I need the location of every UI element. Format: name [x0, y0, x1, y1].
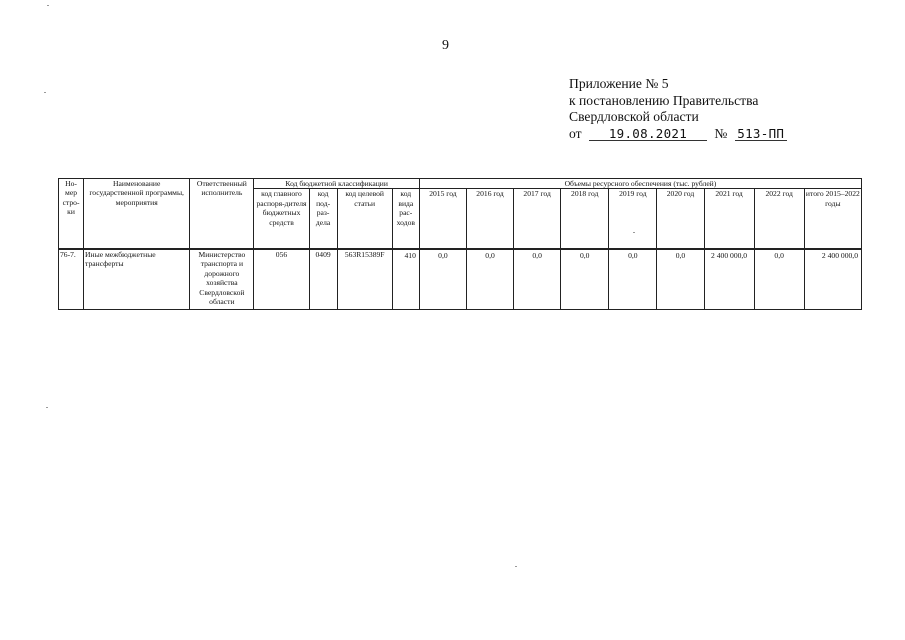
value-2015: 0,0 — [419, 249, 466, 310]
row-executor: Министерство транспорта и дорожного хозяйства Свердловской области — [190, 249, 254, 310]
value-2021: 2 400 000,0 — [704, 249, 754, 310]
resolution-number: 513-ПП — [735, 127, 787, 141]
header-year-2017: 2017 год — [514, 189, 561, 249]
header-code-subsection: код под-раз-дела — [309, 189, 337, 249]
value-2022: 0,0 — [754, 249, 804, 310]
row-code-subsection: 0409 — [309, 249, 337, 310]
page-number: 9 — [442, 38, 449, 53]
row-code-target: 563R15389F — [337, 249, 392, 310]
row-program-name: Иные межбюджетные трансферты — [84, 249, 190, 310]
from-label: от — [569, 125, 582, 141]
number-label: № — [714, 125, 728, 141]
scan-speck — [47, 5, 49, 6]
header-code-main: код главного распоря-дителя бюджетных средств — [254, 189, 309, 249]
value-total: 2 400 000,0 — [804, 249, 861, 310]
value-2020: 0,0 — [657, 249, 704, 310]
header-row-number: Но-мер стро-ки — [59, 179, 84, 249]
resolution-date: 19.08.2021 — [589, 127, 707, 141]
budget-table — [58, 178, 862, 310]
header-resources: Объемы ресурсного обеспечения (тыс. рублей) — [419, 179, 861, 189]
table-row — [59, 249, 862, 310]
header-year-2018: 2018 год — [561, 189, 609, 249]
header-year-2015: 2015 год — [419, 189, 466, 249]
header-program-name: Наименование государственной программы, мероприятия — [84, 179, 190, 249]
appendix-header — [569, 76, 787, 142]
appendix-title: Приложение № 5 — [569, 76, 669, 91]
header-year-2019: 2019 год — [609, 189, 657, 249]
scan-speck — [515, 566, 517, 567]
header-code-target: код целевой статьи — [337, 189, 392, 249]
row-code-kind: 410 — [392, 249, 419, 310]
header-code-kind: код вида рас-ходов — [392, 189, 419, 249]
appendix-line-region: Свердловской области — [569, 109, 699, 124]
row-code-main: 056 — [254, 249, 309, 310]
scan-speck — [44, 92, 46, 93]
header-year-2022: 2022 год — [754, 189, 804, 249]
value-2018: 0,0 — [561, 249, 609, 310]
scan-speck — [633, 232, 635, 233]
header-row-1 — [59, 179, 862, 189]
scan-speck — [46, 407, 48, 408]
header-executor: Ответственный исполнитель — [190, 179, 254, 249]
header-year-2021: 2021 год — [704, 189, 754, 249]
header-year-2016: 2016 год — [466, 189, 513, 249]
row-number: 76-7. — [59, 249, 84, 310]
header-budget-code: Код бюджетной классификации — [254, 179, 419, 189]
value-2017: 0,0 — [514, 249, 561, 310]
header-total: итого 2015–2022 годы — [804, 189, 861, 249]
value-2016: 0,0 — [466, 249, 513, 310]
header-year-2020: 2020 год — [657, 189, 704, 249]
appendix-date-line — [569, 126, 787, 143]
value-2019: 0,0 — [609, 249, 657, 310]
appendix-line-resolution: к постановлению Правительства — [569, 92, 759, 108]
